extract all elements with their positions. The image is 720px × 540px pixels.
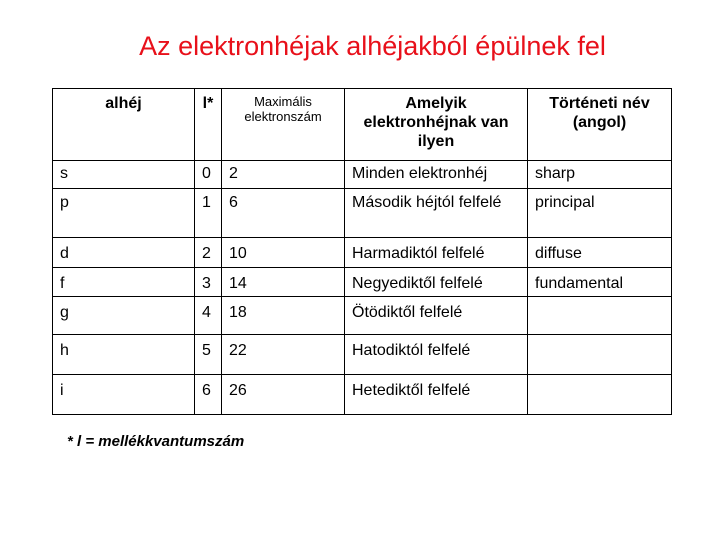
cell-max: 26 bbox=[222, 375, 345, 415]
header-max-electrons: Maximális elektronszám bbox=[222, 89, 345, 161]
cell-l: 5 bbox=[195, 335, 222, 375]
cell-max: 6 bbox=[222, 189, 345, 238]
cell-alhej: d bbox=[53, 238, 195, 268]
cell-max: 18 bbox=[222, 297, 345, 335]
cell-historical-name: fundamental bbox=[528, 268, 672, 297]
table-row bbox=[53, 238, 672, 268]
cell-shell: Negyediktől felfelé bbox=[345, 268, 528, 297]
page-title: Az elektronhéjak alhéjakból épülnek fel bbox=[139, 31, 606, 61]
cell-l: 6 bbox=[195, 375, 222, 415]
cell-l: 1 bbox=[195, 189, 222, 238]
table-row bbox=[53, 335, 672, 375]
table-row bbox=[53, 268, 672, 297]
header-alhej: alhéj bbox=[53, 89, 195, 161]
cell-l: 0 bbox=[195, 161, 222, 189]
cell-historical-name bbox=[528, 335, 672, 375]
cell-shell: Ötödiktől felfelé bbox=[345, 297, 528, 335]
cell-shell: Minden elektronhéj bbox=[345, 161, 528, 189]
cell-shell: Hetediktől felfelé bbox=[345, 375, 528, 415]
header-l: l* bbox=[195, 89, 222, 161]
cell-historical-name bbox=[528, 375, 672, 415]
cell-l: 4 bbox=[195, 297, 222, 335]
table-row bbox=[53, 189, 672, 238]
subshell-table bbox=[52, 88, 672, 415]
cell-historical-name: principal bbox=[528, 189, 672, 238]
header-shell: Amelyik elektronhéjnak van ilyen bbox=[345, 89, 528, 161]
cell-l: 3 bbox=[195, 268, 222, 297]
cell-shell: Harmadiktól felfelé bbox=[345, 238, 528, 268]
cell-max: 14 bbox=[222, 268, 345, 297]
cell-alhej: i bbox=[53, 375, 195, 415]
table-row bbox=[53, 161, 672, 189]
table-row bbox=[53, 297, 672, 335]
cell-alhej: g bbox=[53, 297, 195, 335]
table-row bbox=[53, 375, 672, 415]
cell-max: 22 bbox=[222, 335, 345, 375]
cell-alhej: h bbox=[53, 335, 195, 375]
cell-l: 2 bbox=[195, 238, 222, 268]
cell-alhej: s bbox=[53, 161, 195, 189]
cell-alhej: f bbox=[53, 268, 195, 297]
cell-alhej: p bbox=[53, 189, 195, 238]
cell-historical-name: sharp bbox=[528, 161, 672, 189]
cell-historical-name: diffuse bbox=[528, 238, 672, 268]
cell-max: 10 bbox=[222, 238, 345, 268]
footnote: * l = mellékkvantumszám bbox=[67, 433, 245, 450]
header-historical-name: Történeti név (angol) bbox=[528, 89, 672, 161]
cell-shell: Második héjtól felfelé bbox=[345, 189, 528, 238]
cell-max: 2 bbox=[222, 161, 345, 189]
table-header-row bbox=[53, 89, 672, 161]
cell-shell: Hatodiktól felfelé bbox=[345, 335, 528, 375]
cell-historical-name bbox=[528, 297, 672, 335]
